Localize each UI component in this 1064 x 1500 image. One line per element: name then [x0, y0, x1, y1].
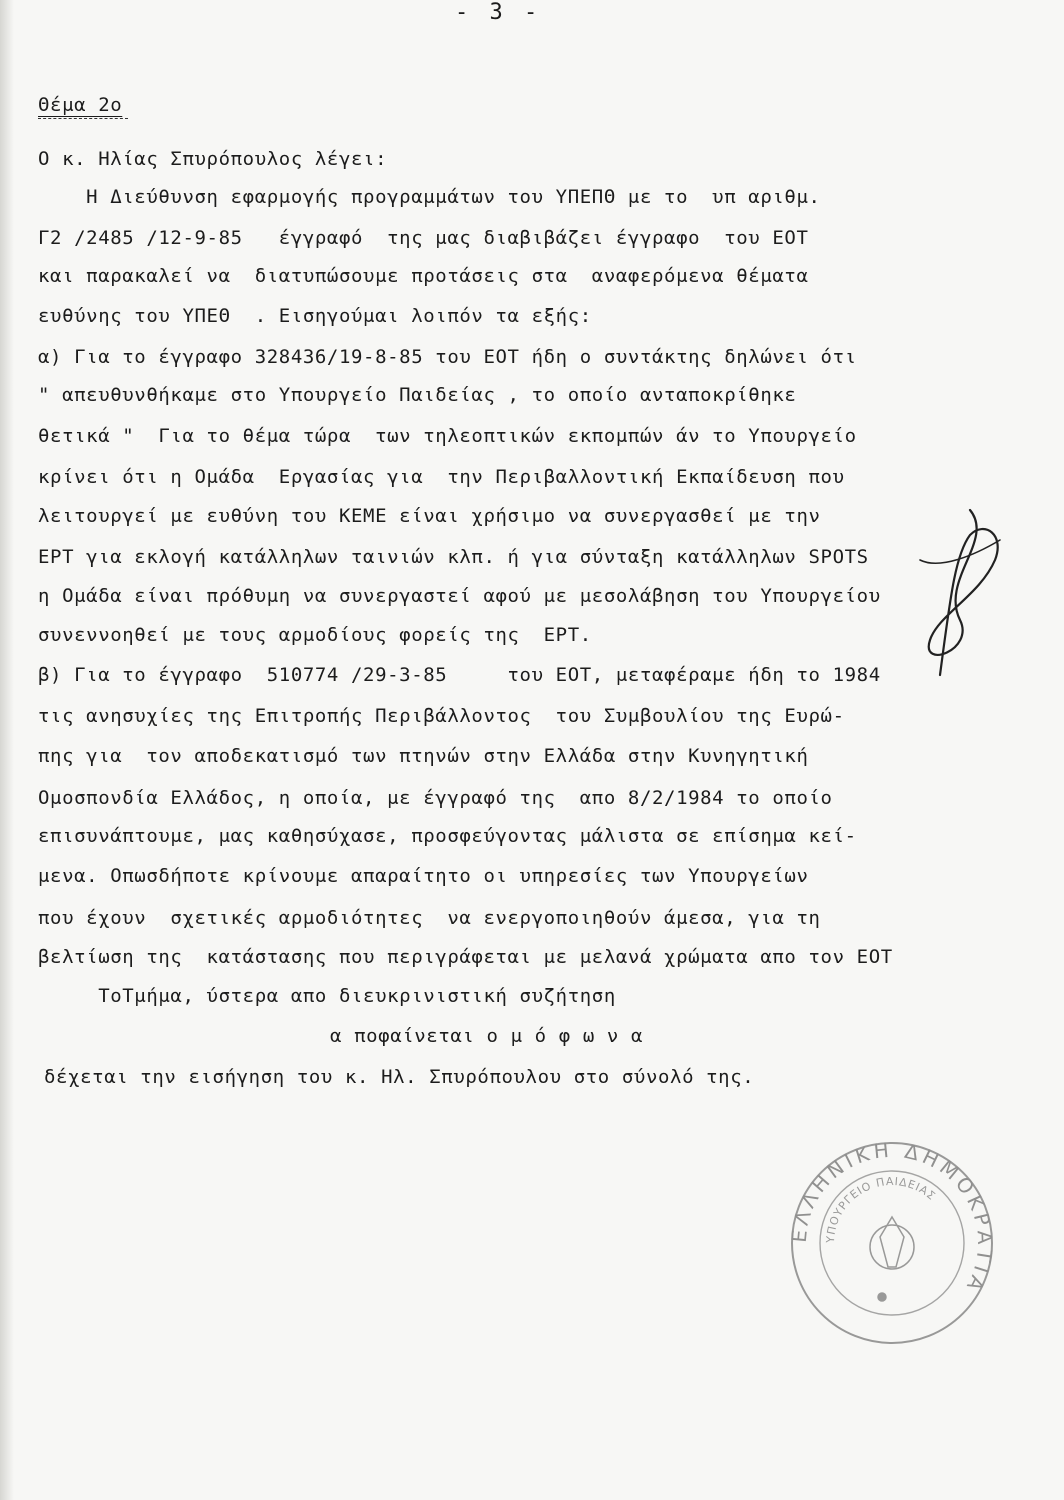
body-line: θετικά " Για το θέμα τώρα των τηλεοπτικών εκπομπών άν το Υπουργείο	[38, 425, 857, 447]
decision-line: α ποφαίνεται ο μ ό φ ω ν α	[330, 1025, 644, 1047]
heading-underline	[38, 118, 128, 119]
page-number: - 3 -	[455, 0, 542, 25]
closing-line: δέχεται την εισήγηση του κ. Ηλ. Σπυρόπουλου στο σύνολό της.	[44, 1066, 755, 1088]
official-stamp	[786, 1137, 998, 1349]
body-line: α) Για το έγγραφο 328436/19-8-85 του ΕΟΤ ήδη ο συντάκτης δηλώνει ότι	[38, 346, 857, 368]
body-line: κρίνει ότι η Ομάδα Εργασίας για την Περιβαλλοντική Εκπαίδευση που	[38, 466, 845, 488]
section-heading: Θέμα 2ο	[38, 94, 123, 116]
body-line: ευθύνης του ΥΠΕΘ . Εισηγούμαι λοιπόν τα εξής:	[38, 305, 592, 327]
body-line: συνεννοηθεί με τους αρμοδίους φορείς της ΕΡΤ.	[38, 624, 592, 646]
body-line: μενα. Οπωσδήποτε κρίνουμε απαραίτητο οι υπηρεσίες των Υπουργείων	[38, 865, 809, 887]
body-line: Η Διεύθυνση εφαρμογής προγραμμάτων του ΥΠΕΠΘ με το υπ αριθμ.	[38, 186, 821, 208]
speaker-line: Ο κ. Ηλίας Σπυρόπουλος λέγει:	[38, 148, 388, 170]
body-line: βελτίωση της κατάστασης που περιγράφεται με μελανά χρώματα απο τον ΕΟΤ	[38, 946, 893, 968]
body-line: λειτουργεί με ευθύνη του ΚΕΜΕ είναι χρήσιμο να συνεργασθεί με την	[38, 505, 821, 527]
stamp-inner-text: ΥΠΟΥΡΓΕΙΟ ΠΑΙΔΕΙΑΣ	[823, 1174, 939, 1244]
body-line: τις ανησυχίες της Επιτροπής Περιβάλλοντος του Συμβουλίου της Ευρώ-	[38, 705, 845, 727]
body-line: η Ομάδα είναι πρόθυμη να συνεργαστεί αφού με μεσολάβηση του Υπουργείου	[38, 585, 881, 607]
body-line: " απευθυνθήκαμε στο Υπουργείο Παιδείας , το οποίο ανταποκρίθηκε	[38, 384, 797, 406]
body-line: ΕΡΤ για εκλογή κατάλληλων ταινιών κλπ. ή για σύνταξη κατάλληλων SPOTS	[38, 546, 869, 568]
stamp-emblem	[870, 1217, 914, 1301]
body-line: β) Για το έγγραφο 510774 /29-3-85 του ΕΟΤ, μεταφέραμε ήδη το 1984	[38, 664, 881, 686]
body-line: Ομοσπονδία Ελλάδος, η οποία, με έγγραφό της απο 8/2/1984 το οποίο	[38, 787, 833, 809]
body-line: που έχουν σχετικές αρμοδιότητες να ενεργοποιηθούν άμεσα, για τη	[38, 907, 821, 929]
body-line: Γ2 /2485 /12-9-85 έγγραφό της μας διαβιβάζει έγγραφο του ΕΟΤ	[38, 227, 809, 249]
page-edge	[0, 0, 14, 1500]
body-line: πης για τον αποδεκατισμό των πτηνών στην Ελλάδα στην Κυνηγητική	[38, 745, 809, 767]
stamp-arc-text: ΕΛΛΗΝΙΚΗ ΔΗΜΟΚΡΑΤΙΑ	[786, 1137, 998, 1299]
handwritten-signature	[900, 500, 1020, 690]
conclusion-intro: ΤοΤμήμα, ύστερα απο διευκρινιστική συζήτηση	[38, 985, 616, 1007]
body-line: επισυνάπτουμε, μας καθησύχασε, προσφεύγοντας μάλιστα σε επίσημα κεί-	[38, 825, 857, 847]
body-line: και παρακαλεί να διατυπώσουμε προτάσεις στα αναφερόμενα θέματα	[38, 265, 809, 287]
